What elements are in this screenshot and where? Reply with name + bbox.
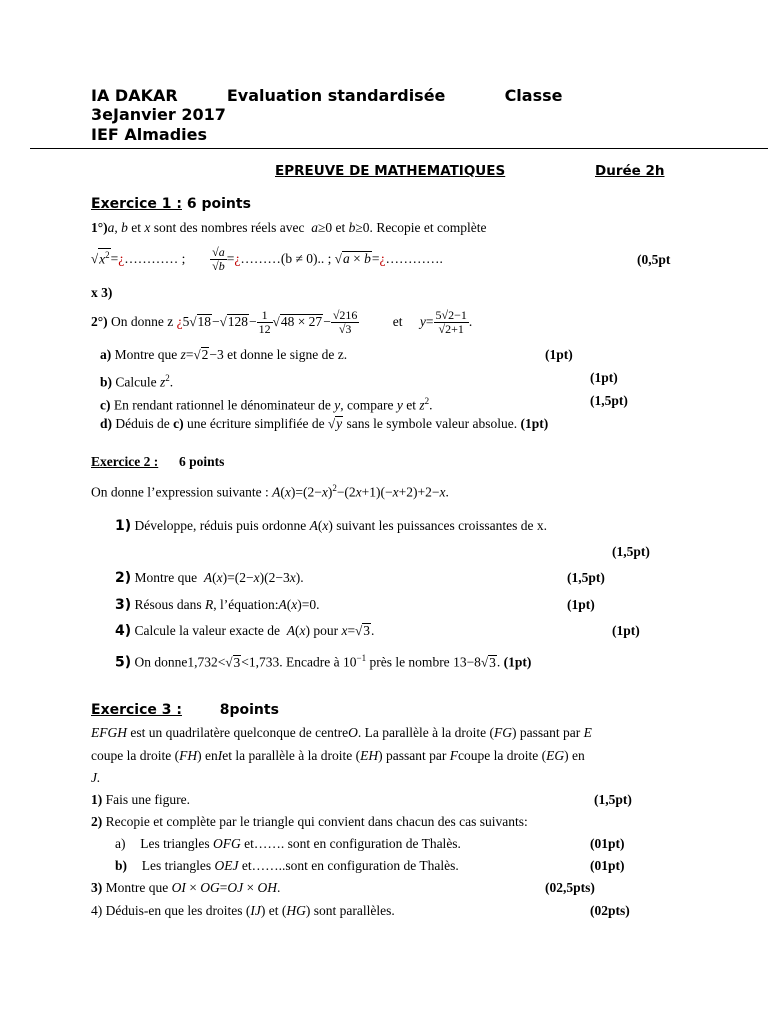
ex2-q4-num: 4) [115, 623, 132, 639]
ex3-q4-tail: sont parallèles. [313, 903, 395, 918]
ex2-q2: 2) Montre que A(x)=(2−x)(2−3x). [115, 570, 304, 586]
ex1-q2-text: On donne z [111, 314, 174, 329]
ex3-q4: 4) Déduis-en que les droites (IJ) et (HG) sont parallèles. [91, 903, 395, 918]
ex2-q2-text: Montre que [134, 570, 198, 585]
ex3-qb-label: b) [115, 858, 128, 873]
ex3-q2-text: Recopie et complète par le triangle qui convient dans chacun des cas suivants: [105, 814, 528, 829]
ex3-l1a: est un quadrilatère quelconque de centre [130, 725, 349, 740]
ex1-q1-line: $√x^2=¿\dots\dots\dots\dots$ ; $\frac{√a}{√b}$ =¿………(b ≠ 0).. ; √a × b=¿…………. [91, 245, 443, 274]
ex1-qa-pts: (1pt) [545, 347, 573, 362]
ex2-q2-pts: (1,5pt) [567, 570, 605, 585]
ex1-intro-tail: Recopie et complète [376, 220, 487, 235]
ex2-q5-mid: Encadre à [286, 654, 340, 670]
header-class-line: 3eJanvier 2017 [91, 105, 226, 124]
ex1-qd-text: Déduis de [115, 416, 170, 431]
ex1-intro-num: 1°) [91, 220, 108, 235]
ex1-qc-text: En rendant rationnel le dénominateur de [113, 397, 331, 413]
ex1-qd-pts: (1pt) [520, 416, 549, 431]
ex2-q2-num: 2) [115, 570, 132, 586]
ex1-qa-label: a) [100, 347, 112, 362]
ex3-qb-text: Les triangles [141, 858, 212, 873]
ex2-q5-pts: (1pt) [503, 654, 532, 670]
ex3-q3-text: Montre que [105, 880, 169, 895]
ex1-qb: b) Calcule $z^2$. [100, 373, 174, 390]
ex2-q1: 1) Développe, réduis puis ordonne A(x) suivant les puissances croissantes de x. [115, 518, 547, 534]
ex1-qb-pts: (1pt) [590, 370, 618, 385]
ex3-q4-text: 4) Déduis-en que les droites [91, 903, 243, 918]
ex1-q2-num: 2°) [91, 314, 108, 329]
header-divider [30, 148, 768, 149]
ex3-l2a: coupe la droite [91, 748, 172, 763]
ex3-l2f: en [571, 748, 585, 763]
ex2-heading: Exercice 2 : [91, 454, 159, 469]
ex1-frac-sqrt: $\frac{√a}{√b}$ [212, 245, 225, 274]
ex2-q4-text: Calcule la valeur exacte de [134, 623, 280, 638]
ex1-qb-label: b) [100, 374, 113, 390]
ex1-qc: c) En rendant rationnel le dénominateur de y, compare y et $z^2$. [100, 396, 433, 413]
ex1-qd-c: c) [173, 416, 184, 431]
ex3-l2b: en [204, 748, 218, 763]
ex3-heading-line [91, 702, 279, 718]
ex2-q3-text: Résous dans [134, 597, 202, 612]
ex3-l2c: et la parallèle à la droite [222, 748, 353, 763]
ex3-q2 [91, 814, 528, 830]
ex3-q4-pts: (02pts) [590, 903, 630, 918]
ex3-text-line-3: J. [91, 770, 101, 785]
ex1-qc-et: et [406, 397, 417, 413]
ex3-l1b: . La parallèle à la droite [357, 725, 487, 740]
ex1-intro-text: sont des nombres réels avec [153, 220, 305, 235]
ex1-dots-2b: 0).. ; [306, 251, 332, 266]
ex3-q1-pts: (1,5pt) [594, 792, 632, 807]
header-class-label: Classe [504, 86, 563, 105]
ex2-intro: On donne l’expression suivante : $A(x)=(2-x)^2-(2x+1)(-x+2)+2-x$. [91, 483, 449, 500]
ex2-q5-num: 5) [115, 654, 132, 671]
ex2-q5: 5) On donne1,732<√3<1,733. Encadre à $10^{-1}$ près le nombre 13−8√3. (1pt) [115, 653, 532, 671]
ex1-qd-label: d) [100, 416, 113, 431]
ex2-q5-tail: près le nombre [369, 654, 450, 670]
ex3-qb: b) Les triangles OEJ et……..sont en configuration de Thalès. [115, 858, 459, 873]
ex2-q4: 4) Calcule la valeur exacte de A(x) pour x=√3. [115, 623, 375, 639]
ex1-dots-3: …………. [385, 251, 443, 266]
ex1-qc-mid: , compare [340, 397, 394, 413]
ex3-qa-text: Les triangles [140, 836, 210, 851]
ex3-points: 8points [219, 702, 279, 718]
ex3-l2e: coupe la droite [458, 748, 539, 763]
ex2-heading-line [91, 454, 224, 470]
ex1-qa: a) Montre que z=√2−3 et donne le signe de z. [100, 347, 348, 362]
ex3-q1-text: Fais une figure. [105, 792, 190, 807]
ex2-q3-pts: (1pt) [567, 597, 595, 612]
ex1-qa-text: Montre que [114, 347, 178, 362]
ex1-qd-tail: sans le symbole valeur absolue. [346, 416, 518, 431]
ex1-points: 6 points [186, 196, 251, 212]
ex3-q3-label: 3) [91, 880, 103, 895]
ex3-l2d: passant par [386, 748, 447, 763]
ex3-q1-label: 1) [91, 792, 103, 807]
ex1-q2-et: et [392, 314, 403, 329]
ex1-score-1b: x 3) [91, 285, 113, 300]
ex2-q1-text: Développe, réduis puis ordonne [134, 518, 307, 533]
ex2-intro-text: On donne l’expression suivante : [91, 484, 269, 500]
ex1-qa-tail: et donne le signe de z. [227, 347, 348, 362]
ex3-q3-pts: (02,5pts) [545, 880, 595, 895]
ex2-q1-num: 1) [115, 518, 132, 534]
header-line-1 [91, 87, 562, 105]
ex3-qb-tail: et……..sont en configuration de Thalès. [241, 858, 459, 873]
ex3-text-line-1: EFGH est un quadrilatère quelconque de centreO. La parallèle à la droite (FG) passant par E [91, 725, 592, 740]
ex3-qa-label: a) [115, 836, 126, 851]
ex2-q3-tail: , l’équation: [213, 597, 279, 612]
ex3-q3: 3) Montre que OI × OG=OJ × OH. [91, 880, 281, 895]
ex3-q4-et: et [268, 903, 279, 918]
ex2-q4-mid: pour [313, 623, 339, 638]
ex3-qa: a) Les triangles OFG et……. sont en configuration de Thalès. [115, 836, 461, 851]
ex3-qa-tail: et……. sont en configuration de Thalès. [244, 836, 461, 851]
ex1-qc-label: c) [100, 397, 111, 413]
ex2-q3-num: 3) [115, 597, 132, 613]
ex1-heading: Exercice 1 : [91, 196, 182, 212]
ex2-points: 6 points [178, 454, 225, 469]
ex2-q3: 3) Résous dans R, l’équation:A(x)=0. [115, 597, 320, 613]
header-org: IA DAKAR [91, 86, 178, 105]
ex3-q1 [91, 792, 190, 808]
ex3-q2-label: 2) [91, 814, 103, 829]
ex2-q5-text: On donne [134, 654, 188, 670]
ex3-heading: Exercice 3 : [91, 702, 182, 718]
header-ief: IEF Almadies [91, 125, 208, 144]
ex1-qb-text: Calcule [115, 374, 157, 390]
ex2-q4-pts: (1pt) [612, 623, 640, 638]
ex2-q1-pts: (1,5pt) [612, 544, 650, 559]
ex1-qd-text2: une écriture simplifiée de [187, 416, 325, 431]
ex1-intro: 1°)a, b et x sont des nombres réels avec a≥0 et b≥0. Recopie et complète [91, 220, 487, 235]
ex1-qd: d) Déduis de c) une écriture simplifiée de √y sans le symbole valeur absolue. (1pt) [100, 416, 549, 431]
ex1-qc-pts: (1,5pt) [590, 393, 628, 408]
ex3-l1c: passant par [519, 725, 581, 740]
ex3-qb-pts: (01pt) [590, 858, 625, 873]
ex1-score-1: (0,5pt [637, 252, 671, 267]
epreuve-title: EPREUVE DE MATHEMATIQUES [275, 163, 506, 179]
epreuve-duration: Durée 2h [595, 163, 665, 179]
ex1-dots-2: ………(b [240, 251, 293, 266]
ex1-heading-line [91, 196, 251, 212]
ex1-q2-line: 2°) On donne z ¿5√18−√128− $\frac{1}{12}$ √48 × 27− $\frac{√216}{√3}$ et y= $\frac{5√2-1}{√2+1}$ . [91, 308, 473, 337]
ex3-text-line-2: coupe la droite (FH) enIet la parallèle à la droite (EH) passant par Fcoupe la droite (EG) en [91, 748, 585, 763]
header-title: Evaluation standardisée [226, 86, 446, 105]
ex1-dots-1: ………… ; [124, 251, 186, 266]
ex2-q1-tail: suivant les puissances croissantes de x. [336, 518, 547, 533]
ex3-qa-pts: (01pt) [590, 836, 625, 851]
